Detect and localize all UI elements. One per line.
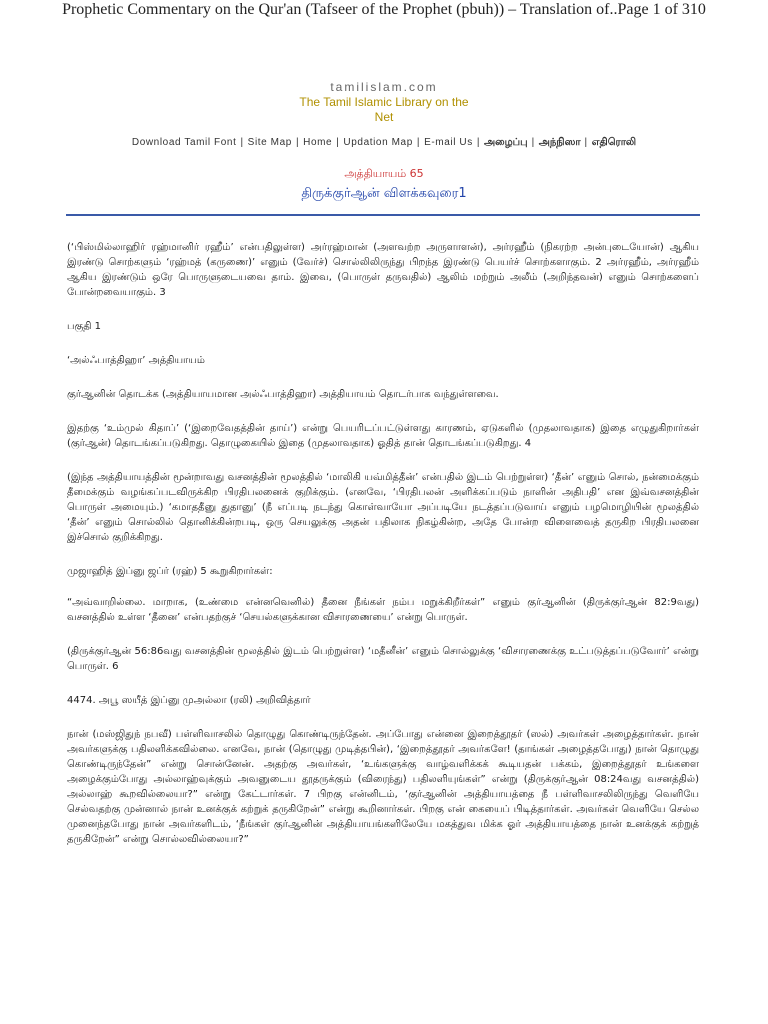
nav-separator: | bbox=[531, 137, 535, 148]
paragraph: (‘பிஸ்மில்லாஹிர் ரஹ்மானிர் ரஹீம்’ என்பதிலுள்ள) அர்ரஹ்மான் (அளவற்ற அருளாளன்), அர்ரஹீம் (நிகரற்ற அன்புடையோன்) ஆகிய இரண்டு சொற்களும் ‘ரஹ்மத் (கருணை)’ எனும் (வேர்ச்) சொல்லிலிருந்து பிறந்த இரண்டு பெயர்ச் சொற்களாகும். 2 அர்ரஹீம், அர்ரஹீம் ஆகிய இரண்டும் ஒரே பொருளுடையவை தாம். இவை, (பொருள் தருவதில்) ஆலிம் மற்றும் அலீம் (அறிந்தவன்) எனும் சொற்களைப் போன்றவையாகும். 3 bbox=[67, 242, 699, 298]
hadith-number: 4474. அபூ ஸயீத் இப்னு முஅல்லா (ரலி) அறிவித்தார் bbox=[67, 695, 311, 706]
site-tagline-line2: Net bbox=[374, 110, 394, 124]
paragraph: “அவ்வாறில்லை. மாறாக, (உண்மை என்னவெனில்) தீனை நீங்கள் நம்ப மறுக்கிறீர்கள்” எனும் குர்ஆனின் (திருக்குர்ஆன் 82:9வது) வசனத்தில் உள்ள ‘தீனை’ என்பதற்குச் ‘செயல்களுக்கான விசாரணையை’ என்று பொருள். bbox=[67, 597, 699, 623]
paragraph: இதற்கு ‘உம்முல் கிதாப்’ (‘இறைவேதத்தின் தாய்’) என்று பெயரிடப்பட்டுள்ளது காரணம், ஏடுகளில் (முதலாவதாக) இதை எழுதுகிறார்கள் (குர்ஆன்) தொடங்கப்படுகிறது. தொழுகையில் இதை (முதலாவதாக) ஓதித் தான் தொடங்கப்படுகிறது. 4 bbox=[67, 423, 699, 449]
nav-download-tamil-font[interactable]: Download Tamil Font bbox=[131, 137, 237, 148]
nav-separator: | bbox=[584, 137, 588, 148]
nav-invitation[interactable]: அழைப்பு bbox=[484, 137, 528, 148]
title-divider bbox=[66, 214, 700, 216]
nav-home[interactable]: Home bbox=[303, 137, 333, 148]
chapter-title: திருக்குர்ஆன் விளக்கவுரை1 bbox=[301, 186, 467, 201]
site-tagline-line1: The Tamil Islamic Library on the bbox=[299, 95, 469, 109]
nav-separator: | bbox=[240, 137, 244, 148]
site-name[interactable]: tamilislam.com bbox=[330, 80, 438, 94]
nav-email-us[interactable]: E-mail Us bbox=[424, 137, 473, 148]
chapter-number: அத்தியாயம் 65 bbox=[344, 167, 424, 180]
paragraph: (திருக்குர்ஆன் 56:86வது வசனத்தின் மூலத்தில் இடம் பெற்றுள்ள) ‘மதீனீன்’ எனும் சொல்லுக்கு ‘விசாரணைக்கு உட்படுத்தப்படுவோர்’ என்று பொருள். 6 bbox=[67, 646, 699, 672]
nav-annisa[interactable]: அந்நிஸா bbox=[538, 137, 581, 148]
paragraph: நான் (மஸ்ஜிதுந் நபவீ) பள்ளிவாசலில் தொழுது கொண்டிருந்தேன். அப்போது என்னை இறைத்தூதர் (ஸல்) அவர்கள் அழைத்தார்கள். நான் அவர்களுக்கு பதிலளிக்கவில்லை. எனவே, நான் (தொழுது முடித்தபின்), ‘இறைத்தூதர் அவர்களே! (தாங்கள் அழைத்தபோது) நான் தொழுது கொண்டிருந்தேன்” என்று சொன்னேன். அதற்கு அவர்கள், ‘உங்களுக்கு வாழ்வளிக்கக் கூடியதன் பக்கம், இறைத்தூதர் உங்களை அழைக்கும்போது அல்லாஹ்வுக்கும் அவனுடைய தூதருக்கும் (விரைந்து) பதிலளியுங்கள்” என்று (திருக்குர்ஆன் 08:24வது வசனத்தில்) அல்லாஹ் கூறவில்லையா?” என்று கேட்டார்கள். 7 பிறகு என்னிடம், ‘குர்ஆனின் அத்தியாயத்தை நீ பள்ளிவாசலிலிருந்து வெளியே செல்வதற்கு முன்னால் நான் உனக்குக் கற்றுக் தருகிறேன்” என்று கூறினார்கள். பிறகு என் கையைப் பிடித்தார்கள். அவர்கள் வெளியே செல்ல முனைந்தபோது நான் அவர்களிடம், ‘நீங்கள் குர்ஆனின் அத்தியாயங்களிலேயே மகத்துவ மிக்க ஓர் அத்தியாயத்தை நான் உனக்குக் கற்றுத் தருகிறேன்” என்று சொல்லவில்லையா?” bbox=[67, 729, 699, 845]
nav-separator: | bbox=[295, 137, 300, 148]
paragraph: (இந்த அத்தியாயத்தின் மூன்றாவது வசனத்தின் மூலத்தில் ‘மாலிகி யவ்மித்தீன்’ என்பதில் இடம் பெற்றுள்ள) ‘தீன்’ எனும் சொல், நன்மைக்கும் தீமைக்கும் வழங்கப்படவிருக்கிற பிரதிபலனைக் குறிக்கும். (எனவே, ‘பிரதிபலன் அளிக்கப்படும் நாளின் அதிபதி’ என இவ்வசனத்தின் பொருள் அமையும்.) ‘கமாததீனு துதானு’ (நீ எப்படி நடந்து கொள்வாயோ அப்படியே நடத்தப்படுவாய் எனும் பழமொழியின் மூலத்தில் ‘தீன்’ எனும் சொல்லில் தொனிக்கின்றபடி, ஒரு செயலுக்கு அதன் பதிலாக நிகழ்கின்ற, அதே போன்ற விளைவைத் தருகிற பிரதிபலனை இச்சொல் குறிக்கிறது. bbox=[67, 472, 700, 543]
paragraph: குர்ஆனின் தொடக்க (அத்தியாயமான அல்ஃபாத்திஹா) அத்தியாயம் தொடர்பாக வந்துள்ளவை. bbox=[67, 389, 499, 400]
paragraph: முஜாஹித் இப்னு ஜப்ர் (ரஹ்) 5 கூறுகிறார்கள்: bbox=[67, 566, 273, 577]
nav-separator: | bbox=[336, 137, 340, 148]
top-nav bbox=[0, 137, 768, 149]
section-heading: ‘அல்ஃபாத்திஹா’ அத்தியாயம் bbox=[67, 355, 205, 366]
section-label: பகுதி 1 bbox=[67, 321, 102, 332]
nav-separator: | bbox=[416, 137, 421, 148]
nav-updation-map[interactable]: Updation Map bbox=[343, 137, 413, 148]
nav-separator: | bbox=[476, 137, 481, 148]
nav-ethiroli[interactable]: எதிரொலி bbox=[591, 137, 637, 148]
site-tagline bbox=[0, 95, 768, 125]
article-body bbox=[67, 240, 699, 866]
nav-site-map[interactable]: Site Map bbox=[247, 137, 292, 148]
page-header: Prophetic Commentary on the Qur'an (Tafseer of the Prophet (pbuh)) – Translation of..Page 1 of 310 bbox=[62, 1, 706, 18]
